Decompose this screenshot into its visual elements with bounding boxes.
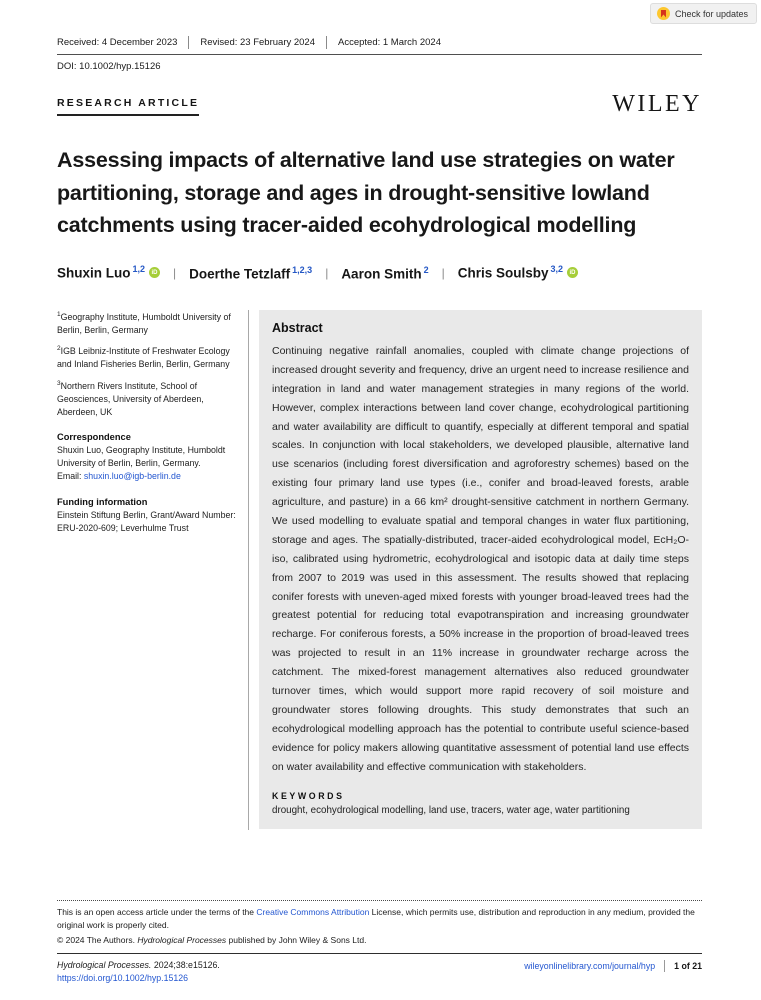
page-title: Assessing impacts of alternative land use strategies on water partitioning, storage and ages in drought-sensitive lowland catchments using tracer-aided ecohydrological modelling — [57, 148, 675, 238]
divider — [188, 36, 189, 49]
received-date: Received: 4 December 2023 — [57, 37, 178, 48]
author-affil-sup: 3,2 — [550, 264, 564, 275]
open-access-statement: This is an open access article under the terms of the Creative Commons Attribution License, which permits use, distribution and reproduction in any medium, provided the original work is properly cited. — [57, 907, 695, 931]
keywords-heading: KEYWORDS — [272, 790, 345, 801]
column-divider — [248, 310, 249, 830]
check-updates-icon — [657, 7, 670, 20]
author-affil-sup: 1,2 — [132, 264, 146, 275]
creative-commons-link[interactable]: Creative Commons Attribution — [256, 907, 370, 917]
correspondence-text: Shuxin Luo, Geography Institute, Humboldt University of Berlin, Berlin, Germany. Email: shuxin.luo@igb-berlin.de — [57, 445, 226, 482]
author-affil-sup: 1,2,3 — [292, 264, 313, 275]
email-label: Email: — [57, 471, 84, 482]
affiliation — [57, 379, 240, 419]
article-history — [57, 36, 702, 49]
affiliation-sup: 3 — [57, 379, 61, 387]
header-rule — [57, 54, 702, 55]
wiley-logo: WILEY — [612, 91, 702, 117]
affiliation-sup: 2 — [57, 345, 61, 353]
funding-heading: Funding information — [57, 496, 148, 507]
dotted-divider — [57, 900, 702, 901]
correspondence-heading: Correspondence — [57, 432, 131, 443]
citation-journal: Hydrological Processes. — [57, 960, 152, 971]
copyright-statement: © 2024 The Authors. Hydrological Processes published by John Wiley & Sons Ltd. — [57, 935, 367, 946]
author-name: Doerthe Tetzlaff — [189, 266, 291, 282]
doi-link[interactable]: https://doi.org/10.1002/hyp.15126 — [57, 973, 189, 984]
accepted-date: Accepted: 1 March 2024 — [338, 37, 441, 48]
author — [189, 265, 312, 282]
affiliation-text: Geography Institute, Humboldt University of Berlin, Berlin, Germany — [57, 311, 231, 336]
affiliation-text: IGB Leibniz-Institute of Freshwater Ecology and Inland Fisheries Berlin, Berlin, Germany — [57, 346, 230, 370]
page-number: 1 of 21 — [674, 961, 702, 972]
abstract-panel — [259, 310, 702, 828]
email-link[interactable]: shuxin.luo@igb-berlin.de — [83, 471, 181, 482]
journal-website-link[interactable]: wileyonlinelibrary.com/journal/hyp — [524, 961, 656, 972]
author-affil-sup: 2 — [423, 264, 429, 275]
revised-date: Revised: 23 February 2024 — [200, 37, 315, 48]
author-name: Shuxin Luo — [57, 265, 131, 281]
affiliation-sup: 1 — [57, 311, 61, 319]
keywords-text: drought, ecohydrological modelling, land use, tracers, water age, water partitioning — [272, 804, 630, 816]
affiliation — [57, 344, 240, 371]
journal-name: Hydrological Processes — [137, 935, 227, 946]
article-type-label: RESEARCH ARTICLE — [57, 97, 199, 116]
citation — [57, 960, 220, 983]
footer-rule — [57, 953, 702, 954]
abstract-heading: Abstract — [272, 321, 323, 336]
author-separator: | — [441, 266, 445, 281]
doi: DOI: 10.1002/hyp.15126 — [57, 61, 161, 72]
affiliation — [57, 310, 240, 337]
author-name: Chris Soulsby — [457, 265, 549, 281]
check-for-updates-button[interactable] — [650, 3, 757, 24]
citation-rest: 2024;38:e15126. — [151, 960, 220, 971]
author — [57, 264, 160, 282]
page-footer — [57, 900, 702, 983]
author-name: Aaron Smith — [341, 266, 422, 282]
divider — [664, 960, 665, 972]
author-separator: | — [325, 266, 329, 281]
check-updates-label: Check for updates — [674, 8, 748, 19]
author-separator: | — [173, 266, 177, 281]
divider — [326, 36, 327, 49]
affiliation-text: Northern Rivers Institute, School of Geosciences, University of Aberdeen, Aberdeen, UK — [57, 380, 204, 417]
article-sidebar — [57, 310, 240, 535]
abstract-body: Continuing negative rainfall anomalies, coupled with climate change projections of increased drought severity and frequency, drive an urgent need to increase resilience and integration in land and water management strategies in many regions of the world. However, complex interactions between land cover change, ecohydrological partitioning and water availability are difficult to quantify, especially at different temporal and spatial scales. In conjunction with local stakeholders, we developed plausible, alternative land use scenarios (including forest diversification and agroforestry schemes) based on the existing four primary land use types (i.e., conifer and broad-leaved forests, arable agriculture, and pasture) in a 66 km² drought-sensitive catchment in northern Germany. We used modelling to evaluate spatial and temporal changes in water flux partitioning, storage and ages. The spatially-distributed, tracer-aided ecohydrological model, EcH₂O-iso, calibrated using hydrometric, ecohydrological and isotopic data at daily time steps from 2007 to 2019 was used in this assessment. The results showed that replacing conifer forests with uneven-aged mixed forests with younger broad-leaved trees had the greatest potential for reducing total evapotranspiration and increasing groundwater recharge. For coniferous forests, a 50% increase in the proportion of broad-leaved trees was projected to result in an 11% increase in groundwater recharge across the catchment. The mixed-forest management alternatives also reduced groundwater turnover times, which would support more rapid recovery of soil moisture and groundwater stores following droughts. This study demonstrates that such an ecohydrological modelling approach has the potential to contribute useful science-based evidence for policy makers allowing quantitative assessment of potential land use effects on water availability and effective communication with stakeholders. — [272, 345, 689, 773]
funding-text: Einstein Stiftung Berlin, Grant/Award Number: ERU-2020-609; Leverhulme Trust — [57, 509, 236, 533]
orcid-icon[interactable]: iD — [149, 267, 160, 278]
author — [341, 265, 428, 282]
author — [458, 264, 578, 282]
author-list — [57, 264, 702, 282]
orcid-icon[interactable]: iD — [567, 267, 578, 278]
